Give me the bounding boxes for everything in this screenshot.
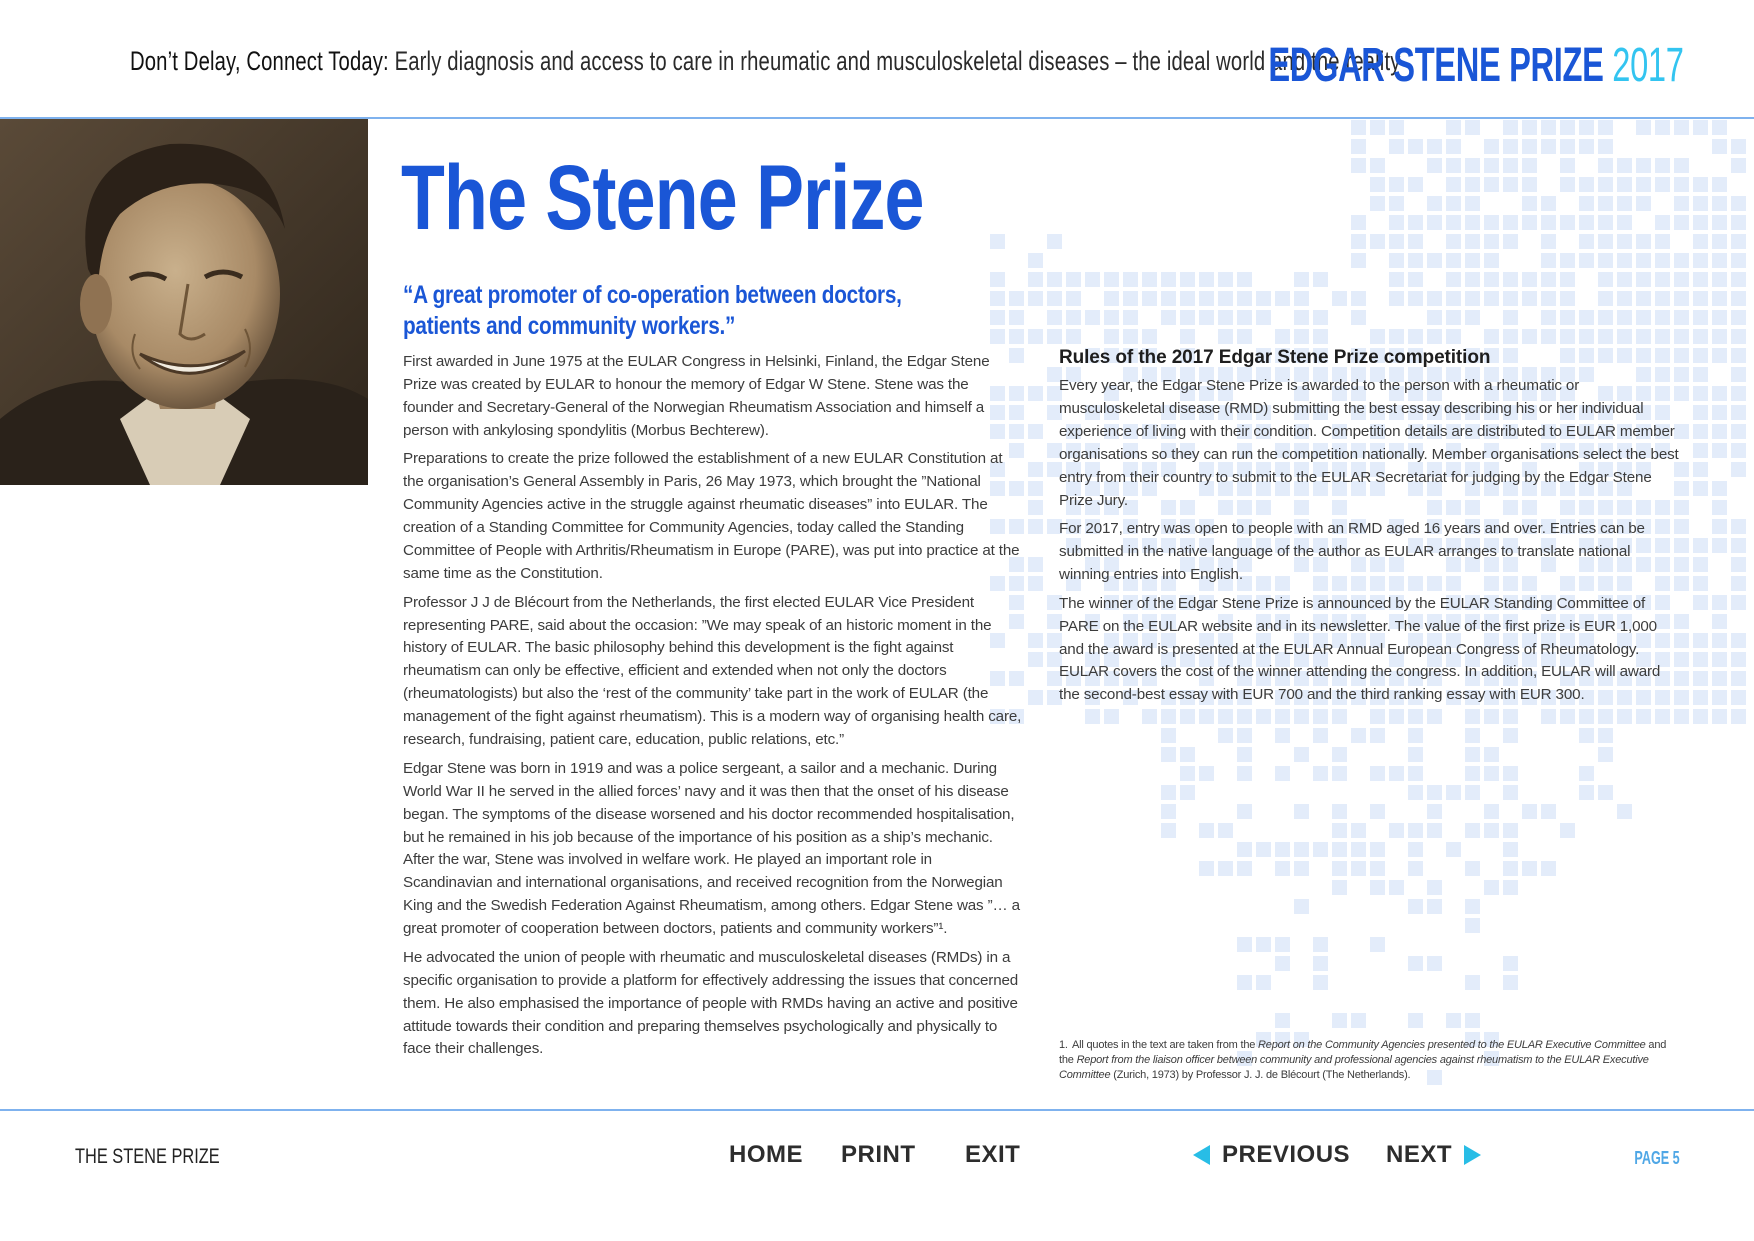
footnote-number: 1. bbox=[1059, 1039, 1068, 1051]
page-number: PAGE 5 bbox=[1634, 1148, 1680, 1168]
body-paragraph: Professor J J de Blécourt from the Netherlands, the first elected EULAR Vice President representing PARE, said about the occasion: ”We may speak of an historic moment in the history of EULAR. The basic philosophy behind this development is the fight against rheumatism can only be effective, efficient and extended when not only the doctors (rheumatologists) but also the ‘rest of the community’ take part in the work of EULAR (the management of the fight against rheumatism). This is a modern way of organising health care, research, fundraising, patient care, education, public relations, etc.” bbox=[403, 593, 1022, 749]
footnote-text bbox=[1059, 1039, 1666, 1081]
document-title bbox=[130, 46, 1401, 77]
brand-logo bbox=[1269, 38, 1684, 93]
body-paragraph: Preparations to create the prize followed the establishment of a new EULAR Constitution at the organisation’s General Assembly in Paris, 26 May 1973, which brought the ”National Community Agencies active in the struggle against rheumatic diseases” into EULAR. The creation of a Standing Committee for Community Agencies, today called the Standing Committee of People with Arthritis/Rheumatism in Europe (PARE), was put into practice at the same time as the Constitution. bbox=[403, 450, 1020, 582]
brand-name: EDGAR STENE PRIZE bbox=[1268, 39, 1605, 92]
exit-button[interactable]: EXIT bbox=[965, 1141, 1021, 1168]
previous-label: PREVIOUS bbox=[1222, 1141, 1351, 1168]
triangle-left-icon bbox=[1193, 1145, 1210, 1165]
next-button[interactable] bbox=[1386, 1141, 1481, 1169]
next-label: NEXT bbox=[1386, 1141, 1453, 1168]
pull-quote-line: “A great promoter of co-operation between doctors, bbox=[403, 281, 902, 309]
page-title: The Stene Prize bbox=[401, 147, 924, 249]
document-title-rest: Early diagnosis and access to care in rheumatic and musculoskeletal diseases – the ideal world and the reality bbox=[388, 46, 1401, 76]
portrait-photo-icon bbox=[0, 119, 368, 485]
footnote-report-title: Report from the liaison officer between community and professional agencies against rheumatism to the EULAR Executive Committee bbox=[1059, 1054, 1649, 1081]
body-text-left-column bbox=[403, 351, 1023, 1067]
footnote-text-part: and the bbox=[1059, 1039, 1667, 1066]
document-title-lead: Don’t Delay, Connect Today: bbox=[130, 46, 389, 76]
footnote-text-part: (Zurich, 1973) by Professor J. J. de Blécourt (The Netherlands). bbox=[1110, 1069, 1411, 1081]
rules-heading: Rules of the 2017 Edgar Stene Prize competition bbox=[1059, 347, 1491, 368]
home-button[interactable]: HOME bbox=[729, 1141, 803, 1168]
previous-button[interactable] bbox=[1193, 1141, 1350, 1169]
rules-paragraph: Every year, the Edgar Stene Prize is awarded to the person with a rheumatic or musculoskeletal disease (RMD) submitting the best essay describing his or her individual experience of living with their condition. Competition details are distributed to EULAR member organisations so they can run the competition nationally. Member organisations select the best entry from their country to submit to the EULAR Secretariat for judging by the Edgar Stene Prize Jury. bbox=[1059, 377, 1679, 509]
footer-divider bbox=[0, 1109, 1754, 1111]
body-paragraph: He advocated the union of people with rheumatic and musculoskeletal diseases (RMDs) in a specific organisation to provide a platform for effectively addressing the issues that concerned them. He also emphasised the importance of people with RMDs having an active and positive attitude towards their condition and preparing themselves psychologically and physically to face their challenges. bbox=[403, 948, 1019, 1058]
brand-year: 2017 bbox=[1612, 39, 1684, 92]
edgar-stene-portrait bbox=[0, 119, 368, 485]
rules-paragraph: The winner of the Edgar Stene Prize is announced by the EULAR Standing Committee of PARE on the EULAR website and in its newsletter. The value of the first prize is EUR 1,000 and the award is presented at the EULAR Annual European Congress of Rheumatology. EULAR covers the cost of the winner attending the congress. In addition, EULAR will award the second-best essay with EUR 700 and the third ranking essay with EUR 300. bbox=[1059, 594, 1661, 704]
footnote bbox=[1059, 1038, 1681, 1083]
page-header bbox=[0, 0, 1754, 117]
footnote-report-title: Report on the Community Agencies presented to the EULAR Executive Committee bbox=[1258, 1039, 1646, 1051]
footnote-text-part: All quotes in the text are taken from the bbox=[1072, 1039, 1259, 1051]
rules-section bbox=[1059, 347, 1681, 713]
rules-paragraph: For 2017, entry was open to people with an RMD aged 16 years and over. Entries can be submitted in the native language of the author as EULAR arranges to translate national winning entries into English. bbox=[1059, 520, 1645, 584]
print-button[interactable]: PRINT bbox=[841, 1141, 916, 1168]
pull-quote-line: patients and community workers.” bbox=[403, 312, 736, 340]
pull-quote bbox=[403, 280, 918, 342]
footer-section-title: THE STENE PRIZE bbox=[75, 1145, 220, 1168]
body-paragraph: Edgar Stene was born in 1919 and was a police sergeant, a sailor and a mechanic. During World War II he served in the allied forces’ navy and it was then that the onset of his disease began. The symptoms of the disease worsened and his doctor recommended hospitalisation, but he remained in his job because of the importance of his position as a ship’s mechanic. After the war, Stene was involved in welfare work. He played an important role in Scandinavian and international organisations, and received recognition from the Norwegian King and the Swedish Federation Against Rheumatism, among others. Edgar Stene was ”… a great promoter of cooperation between doctors, patients and community workers”¹. bbox=[403, 759, 1020, 938]
triangle-right-icon bbox=[1464, 1145, 1481, 1165]
body-paragraph: First awarded in June 1975 at the EULAR Congress in Helsinki, Finland, the Edgar Stene Prize was created by EULAR to honour the memory of Edgar W Stene. Stene was the founder and Secretary-General of the Norwegian Rheumatism Association and himself a person with ankylosing spondylitis (Morbus Bechterew). bbox=[403, 353, 990, 439]
